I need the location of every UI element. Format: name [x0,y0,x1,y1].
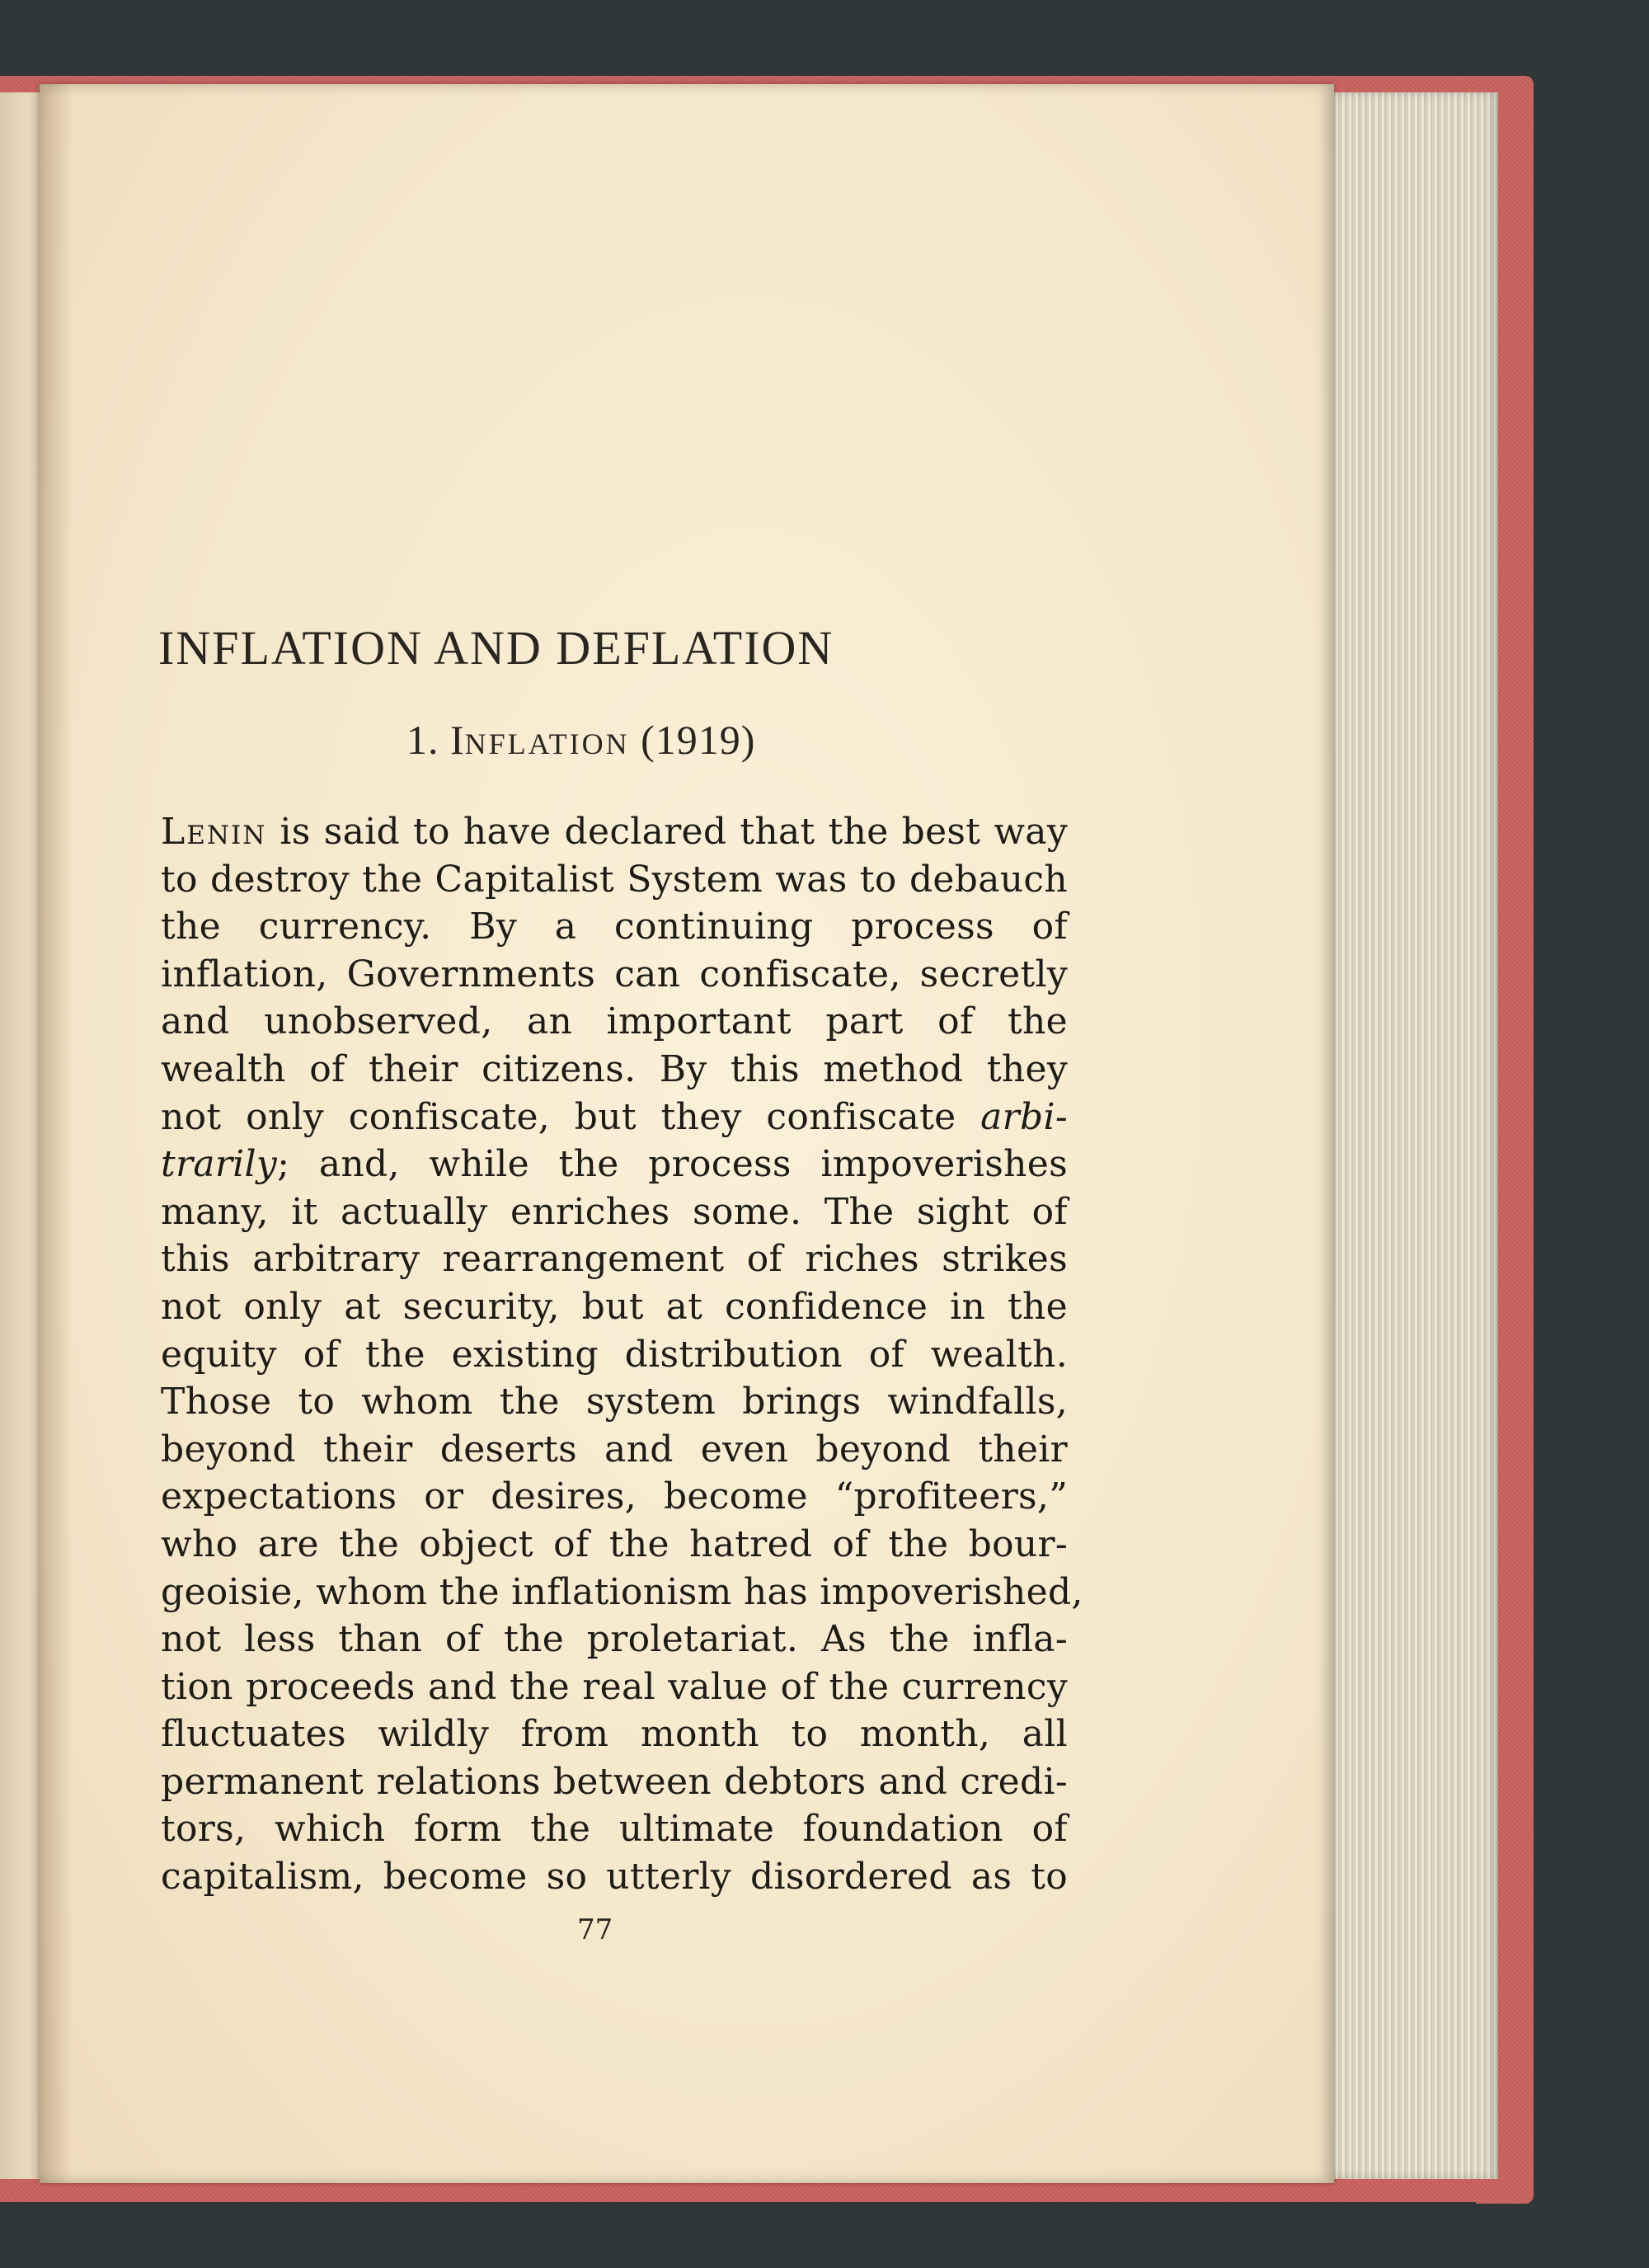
body-line: beyond their deserts and even beyond their [161,1428,1068,1470]
body-line: the currency. By a continuing process of [161,906,1068,948]
body-line: Those to whom the system brings windfalls, [161,1381,1068,1423]
chapter-title: INFLATION AND DEFLATION [158,621,834,675]
body-line-text: is said to have declared that the best way [266,811,1068,853]
page-block-edges [1332,92,1498,2179]
page-number: 77 [577,1913,613,1946]
body-line [161,808,1068,856]
body-line: geoisie, whom the inflationism has impoverished, [161,1570,1083,1613]
body-line: inflation, Governments can confiscate, secretly [161,953,1068,995]
section-year: (1919) [641,717,756,763]
body-line: many, it actually enriches some. The sight of [161,1190,1068,1233]
previous-page-edge [0,92,45,2179]
body-line: not only confiscate, but they confiscate arbi- [161,1095,1068,1138]
section-number: 1. [406,717,439,763]
body-line: not less than of the proletariat. As the infla- [161,1618,1068,1661]
body-line: permanent relations between debtors and credi- [161,1760,1068,1803]
body-line: equity of the existing distribution of wealth. [161,1333,1068,1376]
body-line: this arbitrary rearrangement of riches strikes [161,1238,1068,1281]
body-line: fluctuates wildly from month to month, all [161,1713,1068,1756]
gutter-shadow [40,84,73,2183]
body-line: capitalism, become so utterly disordered as to [161,1856,1068,1899]
body-line: wealth of their citizens. By this method they [161,1047,1068,1090]
section-title-rest: NFLATION [464,727,630,760]
lead-word: Lenin [161,811,267,853]
body-line: trarily; and, while the process impoverishes [161,1143,1068,1186]
section-title [406,716,755,764]
body-paragraph [161,808,1083,1901]
italic-word: trarily [161,1143,278,1186]
body-line: not only at security, but at confidence in the [161,1285,1068,1328]
body-line: who are the object of the hatred of the bour- [161,1522,1068,1565]
section-title-initial: I [450,717,465,763]
italic-word: arbi- [980,1095,1068,1138]
body-line: to destroy the Capitalist System was to debauch [161,858,1068,901]
body-line: and unobserved, an important part of the [161,1000,1068,1043]
body-line: expectations or desires, become “profiteers,” [161,1475,1068,1518]
body-line: tors, which form the ultimate foundation of [161,1808,1068,1851]
body-line: tion proceeds and the real value of the currency [161,1665,1068,1708]
